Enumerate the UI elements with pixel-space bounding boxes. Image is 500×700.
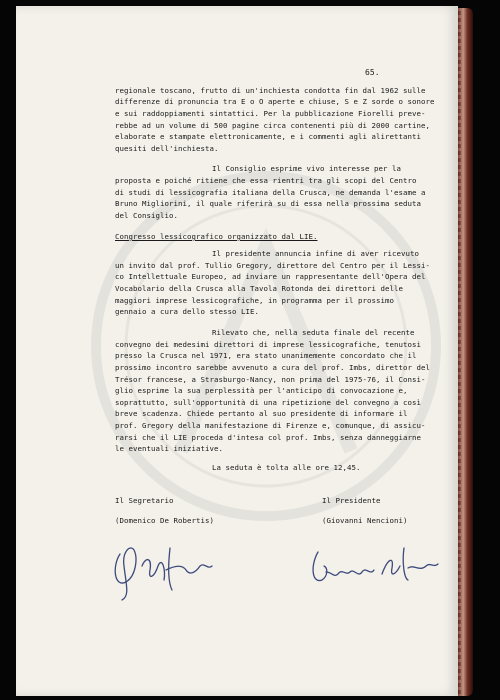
- text-line: Vocabolario della Crusca alla Tavola Rotonda dei direttori delle: [115, 284, 403, 293]
- text-line: del Consiglio.: [115, 211, 178, 220]
- text-line: elaborate e stampate elettronicamente, e i commenti agli alirettanti: [115, 132, 421, 141]
- text-line: glio esprime la sua perplessità per l'anticipo di convocazione e,: [115, 386, 408, 395]
- text-line: e sui raddoppiamenti sintattici. Per la pubblicazione Fiorelli preve-: [115, 109, 426, 118]
- document-page: [16, 6, 458, 696]
- text-line: Bruno Migliorini, il quale riferirà su di essa nella prossima seduta: [115, 199, 421, 208]
- text-line: proposta e poiché ritiene che essa rientri tra gli scopi del Centro: [115, 176, 417, 185]
- closing-line: La seduta è tolta alle ore 12,45.: [212, 463, 361, 472]
- text-line: le eventuali iniziative.: [115, 444, 223, 453]
- secretary-name: (Domenico De Robertis): [115, 516, 214, 525]
- president-signature: [308, 538, 448, 598]
- section-heading: Congresso lessicografico organizzato dal LIE.: [115, 232, 318, 241]
- text-line: di studi di lessicografia italiana della Crusca, ne demanda l'esame a: [115, 188, 426, 197]
- secretary-title: Il Segretario: [115, 496, 174, 505]
- text-line: rarsi che il LIE proceda d'intesa col prof. Imbs, senza danneggiarne: [115, 433, 421, 442]
- text-line: quesiti dell'inchiesta.: [115, 144, 219, 153]
- text-line: convegno dei medesimi direttori di imprese lessicografiche, tenutosi: [115, 340, 421, 349]
- text-line: soprattutto, sull'opportunità di una ripetizione del convegno a così: [115, 398, 421, 407]
- text-line: Rilevato che, nella seduta finale del recente: [212, 328, 415, 337]
- secretary-signature: [108, 536, 228, 606]
- president-title: Il Presidente: [322, 496, 381, 505]
- president-name: (Giovanni Nencioni): [322, 516, 408, 525]
- text-line: un invito dal prof. Tullio Gregory, direttore del Centro per il Lessi-: [115, 261, 430, 270]
- text-line: Trésor francese, a Strasburgo-Nancy, non prima del 1975-76, il Consi-: [115, 375, 426, 384]
- text-line: gennaio a cura dello stesso LIE.: [115, 307, 259, 316]
- text-line: Il Consiglio esprime vivo interesse per la: [212, 164, 401, 173]
- text-line: differenze di pronuncia tra E o O aperte e chiuse, S e Z sorde o sonore: [115, 97, 435, 106]
- text-line: maggiori imprese lessicografiche, in programma per il prossimo: [115, 296, 394, 305]
- text-line: regionale toscano, frutto di un'inchiesta condotta fin dal 1962 sulle: [115, 86, 426, 95]
- page-number: 65.: [365, 68, 380, 77]
- text-line: Il presidente annuncia infine di aver ricevuto: [212, 249, 419, 258]
- text-line: prof. Gregory della manifestazione di Firenze e, comunque, di assicu-: [115, 421, 426, 430]
- text-line: breve scadenza. Chiede pertanto al suo presidente di informare il: [115, 409, 408, 418]
- text-line: presso la Crusca nel 1971, era stato unanimemente concordato che il: [115, 351, 417, 360]
- text-line: co Intellettuale Europeo, ad inviare un rappresentante dell'Opera del: [115, 272, 426, 281]
- text-line: prossimo incontro sarebbe avvenuto a cura del prof. Imbs, direttor del: [115, 363, 430, 372]
- text-line: rebbe ad un volume di 500 pagine circa contenenti più di 2000 cartine,: [115, 121, 430, 130]
